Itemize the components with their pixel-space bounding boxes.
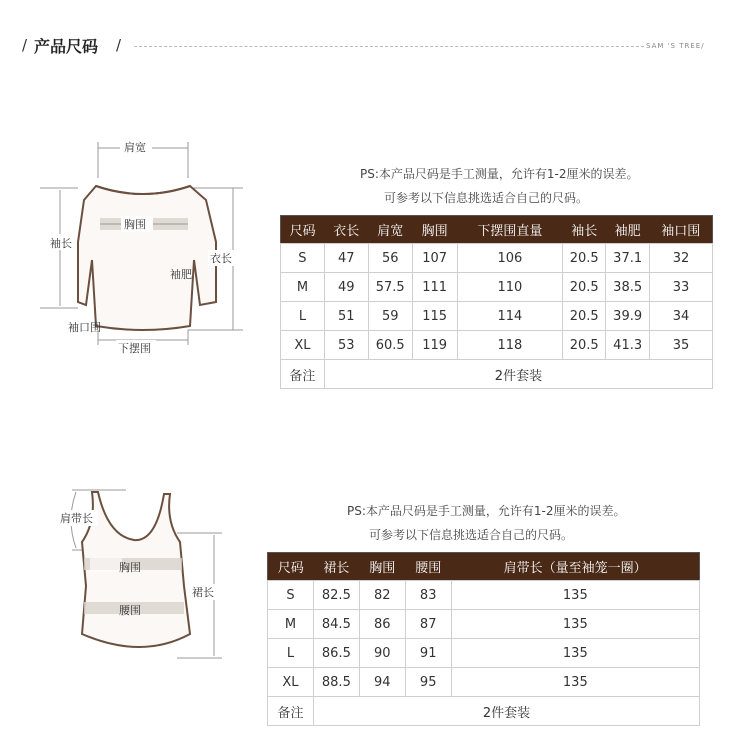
table-row xyxy=(268,610,700,639)
header-slash-right: / xyxy=(116,36,122,54)
table-cell: 38.5 xyxy=(606,273,650,302)
table-row xyxy=(281,331,713,360)
table-cell: 119 xyxy=(412,331,457,360)
table-cell: 86.5 xyxy=(313,639,359,668)
dress-size-table xyxy=(267,552,700,726)
table-cell: 106 xyxy=(457,244,563,273)
dress-waist-label: 腰围 xyxy=(119,604,141,617)
table-cell: 39.9 xyxy=(606,302,650,331)
table-cell: 83 xyxy=(405,581,451,610)
table-cell: L xyxy=(268,639,314,668)
col-header: 衣长 xyxy=(324,216,368,244)
table-remark-row xyxy=(268,697,700,726)
body-length-label: 衣长 xyxy=(210,252,232,265)
col-header: 袖肥 xyxy=(606,216,650,244)
table-cell: 56 xyxy=(368,244,412,273)
table-cell: 90 xyxy=(359,639,405,668)
remark-label: 备注 xyxy=(268,697,314,726)
table-cell: 82 xyxy=(359,581,405,610)
col-header: 下摆围直量 xyxy=(457,216,563,244)
table-cell: 20.5 xyxy=(563,273,606,302)
table-cell: S xyxy=(281,244,325,273)
table-cell: 59 xyxy=(368,302,412,331)
table-cell: 118 xyxy=(457,331,563,360)
table-cell: 86 xyxy=(359,610,405,639)
col-header: 胸围 xyxy=(412,216,457,244)
table-remark-row xyxy=(281,360,713,389)
table-cell: 110 xyxy=(457,273,563,302)
table-cell: 32 xyxy=(650,244,713,273)
table-cell: L xyxy=(281,302,325,331)
table-cell: 53 xyxy=(324,331,368,360)
table-cell: 135 xyxy=(451,668,699,697)
table-cell: 84.5 xyxy=(313,610,359,639)
table-row xyxy=(268,668,700,697)
section-header xyxy=(22,34,728,58)
table-cell: XL xyxy=(281,331,325,360)
header-divider xyxy=(134,46,644,47)
table-cell: 135 xyxy=(451,639,699,668)
table-cell: 34 xyxy=(650,302,713,331)
remark-label: 备注 xyxy=(281,360,325,389)
table-cell: 20.5 xyxy=(563,244,606,273)
col-header: 腰围 xyxy=(405,553,451,581)
table-cell: 20.5 xyxy=(563,331,606,360)
remark-value: 2件套装 xyxy=(313,697,699,726)
table-cell: 114 xyxy=(457,302,563,331)
bottom-note-2: 可参考以下信息挑选适合自己的尺码。 xyxy=(369,528,574,542)
table-cell: 33 xyxy=(650,273,713,302)
table-cell: 135 xyxy=(451,610,699,639)
table-header-row xyxy=(281,216,713,244)
table-cell: 47 xyxy=(324,244,368,273)
shoulder-label: 肩宽 xyxy=(124,141,146,154)
table-cell: 57.5 xyxy=(368,273,412,302)
table-cell: 60.5 xyxy=(368,331,412,360)
table-cell: 115 xyxy=(412,302,457,331)
col-header: 肩宽 xyxy=(368,216,412,244)
cuff-label: 袖口围 xyxy=(68,321,101,334)
table-cell: 88.5 xyxy=(313,668,359,697)
sleeve-length-label: 袖长 xyxy=(50,237,72,250)
table-cell: M xyxy=(268,610,314,639)
table-cell: 51 xyxy=(324,302,368,331)
table-cell: XL xyxy=(268,668,314,697)
table-cell: 95 xyxy=(405,668,451,697)
bottom-note-1: PS:本产品尺码是手工测量，允许有1-2厘米的误差。 xyxy=(347,504,626,518)
table-cell: 37.1 xyxy=(606,244,650,273)
table-row xyxy=(268,581,700,610)
table-cell: 94 xyxy=(359,668,405,697)
strap-length-label: 肩带长 xyxy=(60,512,93,525)
table-cell: 20.5 xyxy=(563,302,606,331)
table-cell: S xyxy=(268,581,314,610)
col-header: 尺码 xyxy=(268,553,314,581)
hem-label: 下摆围 xyxy=(118,342,151,355)
col-header: 袖口围 xyxy=(650,216,713,244)
dress-chest-label: 胸围 xyxy=(119,561,141,574)
table-row xyxy=(268,639,700,668)
top-note-1: PS:本产品尺码是手工测量，允许有1-2厘米的误差。 xyxy=(360,167,639,181)
table-cell: 135 xyxy=(451,581,699,610)
table-cell: 87 xyxy=(405,610,451,639)
header-slash-left: / xyxy=(22,36,28,54)
dress-garment-diagram xyxy=(52,478,232,678)
table-cell: 111 xyxy=(412,273,457,302)
col-header: 袖长 xyxy=(563,216,606,244)
top-garment-diagram xyxy=(38,130,248,360)
page-title: 产品尺码 xyxy=(34,37,99,56)
chest-label: 胸围 xyxy=(124,218,146,231)
top-note-2: 可参考以下信息挑选适合自己的尺码。 xyxy=(384,191,589,205)
table-cell: 91 xyxy=(405,639,451,668)
col-header: 尺码 xyxy=(281,216,325,244)
table-cell: 49 xyxy=(324,273,368,302)
table-cell: 41.3 xyxy=(606,331,650,360)
table-cell: 82.5 xyxy=(313,581,359,610)
remark-value: 2件套装 xyxy=(324,360,712,389)
table-cell: M xyxy=(281,273,325,302)
arm-width-label: 袖肥 xyxy=(170,268,192,281)
col-header: 肩带长（量至袖笼一圈） xyxy=(451,553,699,581)
brand-label: SAM 'S TREE/ xyxy=(646,42,705,50)
table-row xyxy=(281,302,713,331)
table-cell: 107 xyxy=(412,244,457,273)
col-header: 胸围 xyxy=(359,553,405,581)
top-size-table xyxy=(280,215,713,389)
table-cell: 35 xyxy=(650,331,713,360)
table-header-row xyxy=(268,553,700,581)
col-header: 裙长 xyxy=(313,553,359,581)
table-row xyxy=(281,244,713,273)
table-row xyxy=(281,273,713,302)
dress-length-label: 裙长 xyxy=(192,586,214,599)
